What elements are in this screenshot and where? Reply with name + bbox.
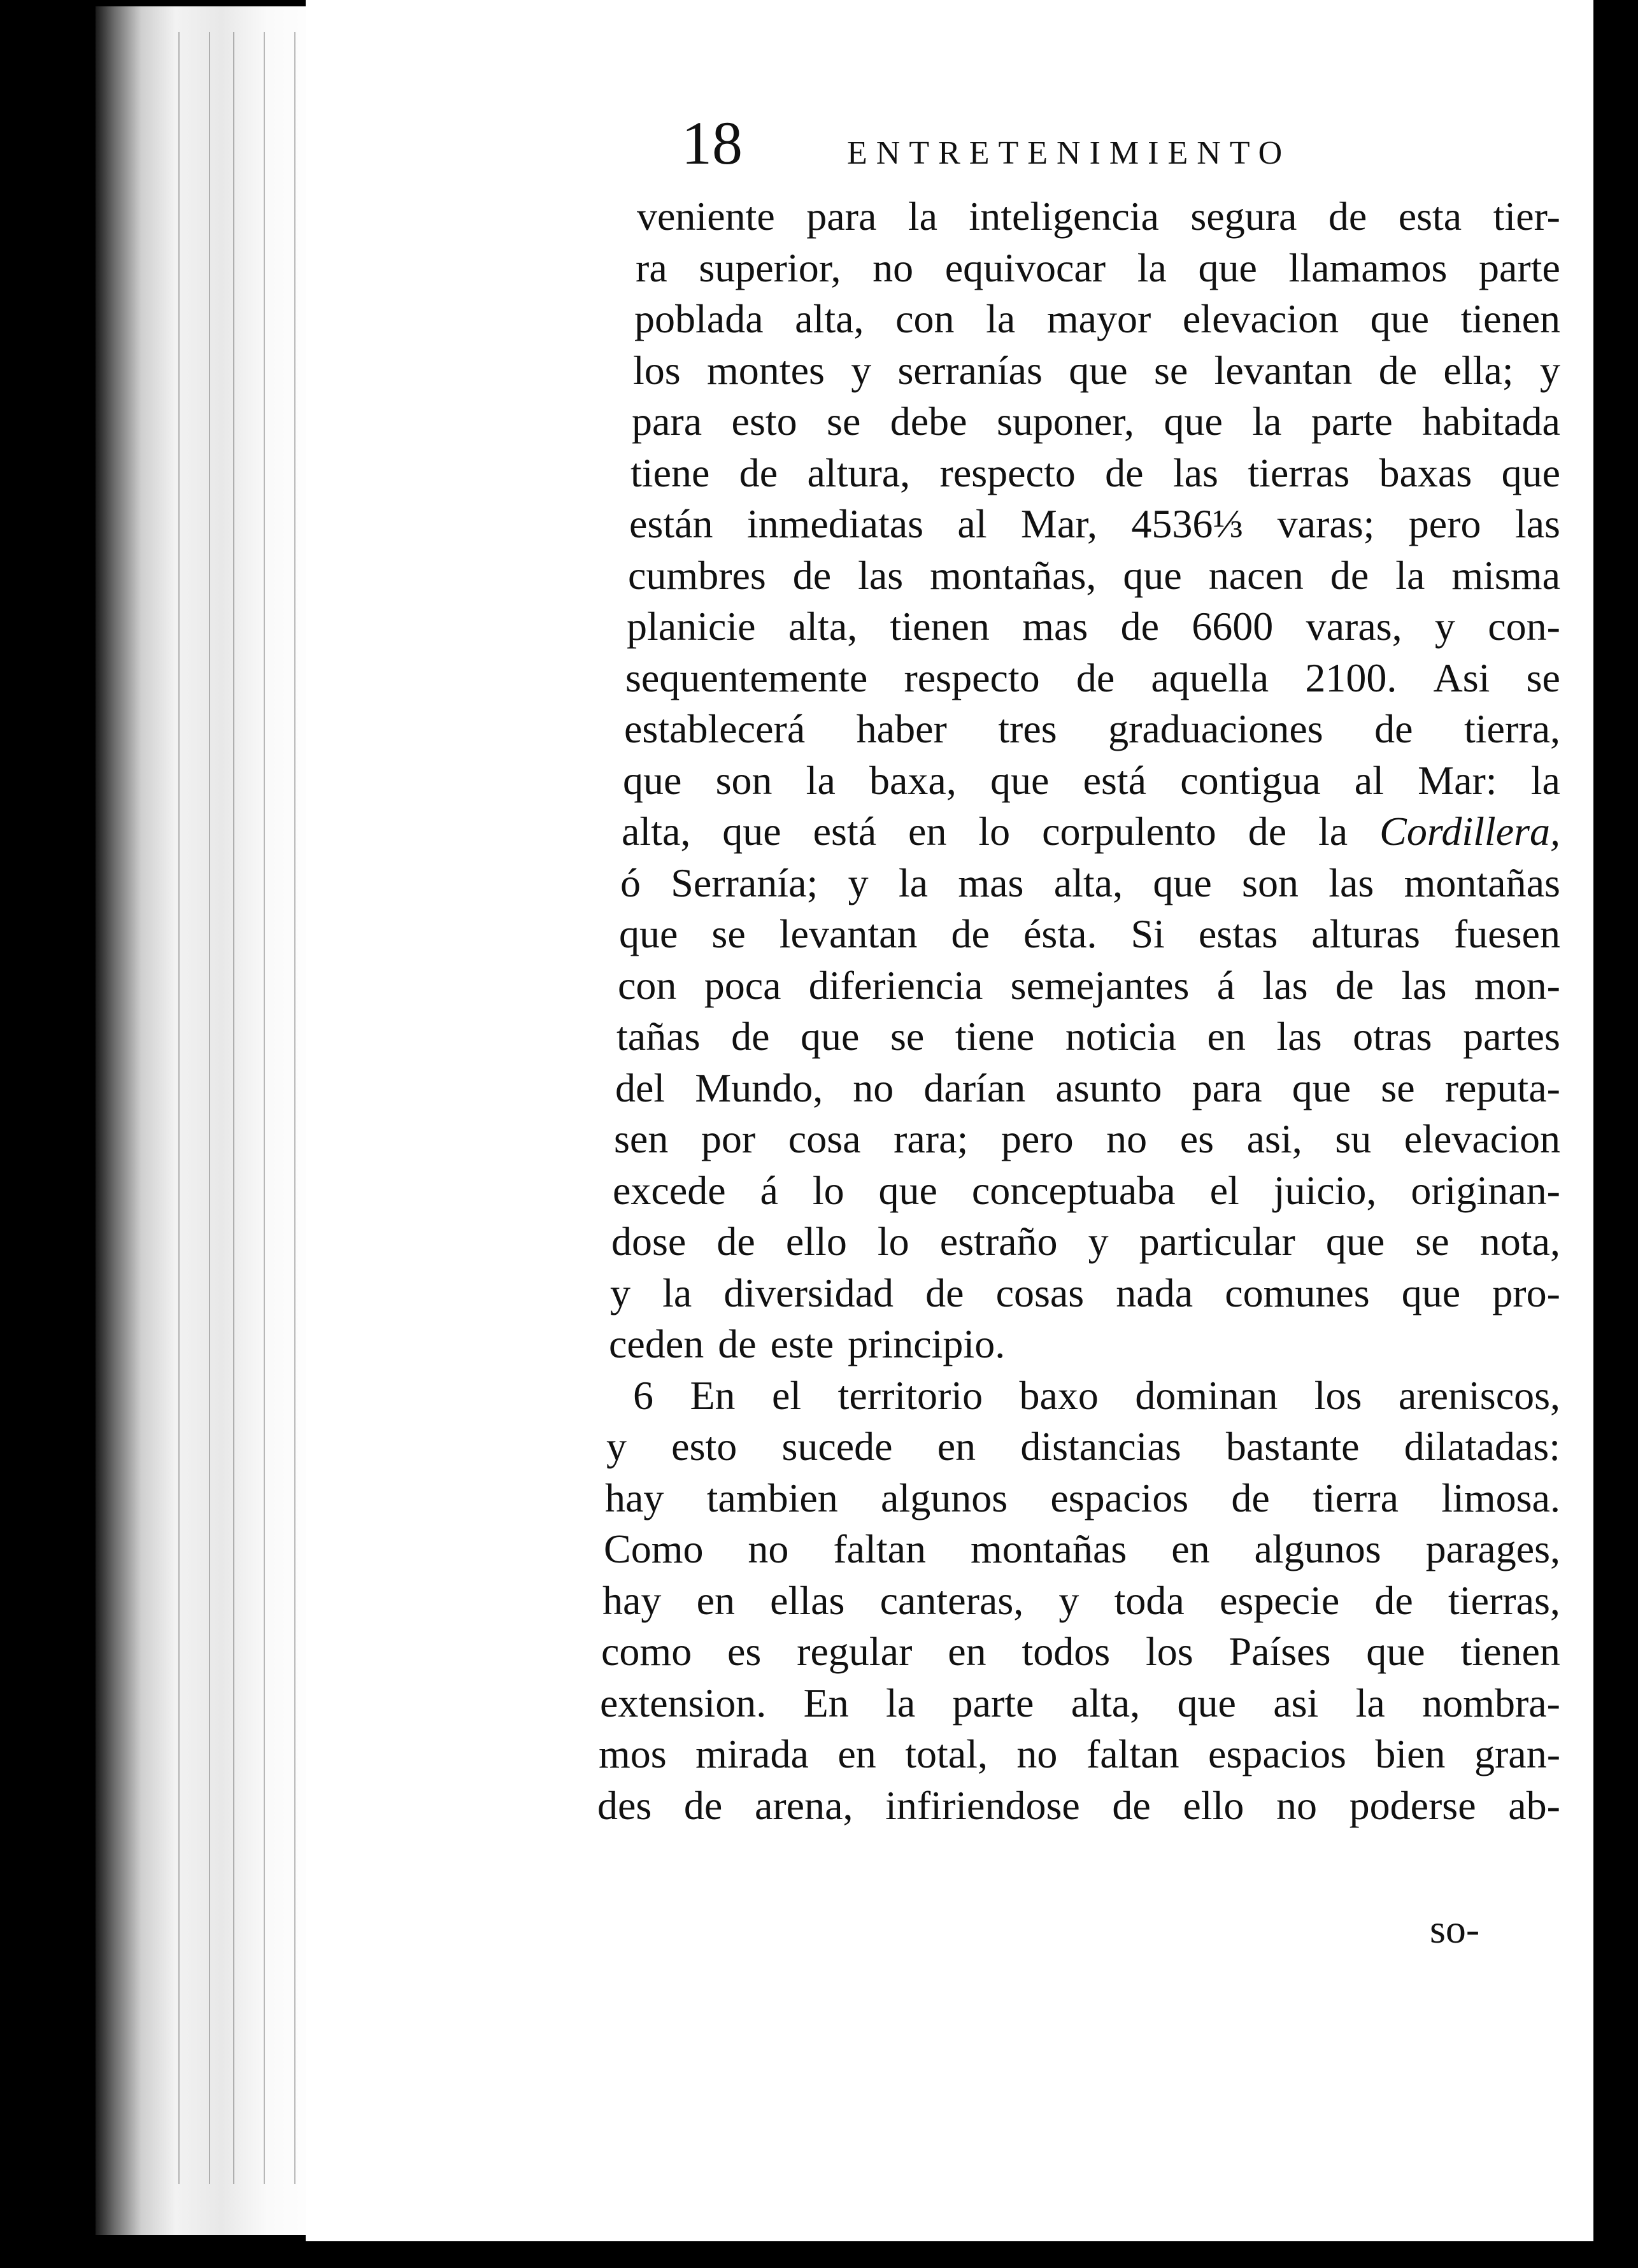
text-line: con poca diferiencia semejantes á las de las mon-: [618, 962, 1560, 1008]
text-line: que se levantan de ésta. Si estas alturas fuesen: [619, 911, 1560, 956]
page-number: 18: [681, 109, 743, 177]
text-line: planicie alta, tienen mas de 6600 varas, y con-: [627, 604, 1560, 649]
book-page-edges: [96, 6, 325, 2235]
text-line: cumbres de las montañas, que nacen de la misma: [628, 552, 1560, 598]
body-text: [592, 191, 1560, 1831]
text-line: mos mirada en total, no faltan espacios bien gran-: [599, 1731, 1560, 1776]
text-line: los montes y serranías que se levantan de ella; y: [633, 347, 1560, 393]
text-line: del Mundo, no darían asunto para que se reputa-: [615, 1065, 1560, 1110]
text-line: tiene de altura, respecto de las tierras baxas que: [630, 450, 1560, 495]
text-line: están inmediatas al Mar, 4536⅓ varas; pero las: [629, 501, 1560, 546]
text-line: veniente para la inteligencia segura de esta tier-: [637, 194, 1560, 239]
text-line: dose de ello lo estraño y particular que se nota,: [611, 1219, 1560, 1264]
text-line: ra superior, no equivocar la que llamamos parte: [636, 245, 1560, 290]
running-head: [681, 108, 1395, 185]
scan-border-bottom: [0, 2243, 1638, 2268]
text-line: y la diversidad de cosas nada comunes que pro-: [610, 1270, 1560, 1315]
catchword: so-: [1430, 1906, 1480, 1952]
text-line: ó Serranía; y la mas alta, que son las montañas: [620, 860, 1560, 905]
running-title: ENTRETENIMIENTO: [847, 135, 1292, 171]
text-line: hay en ellas canteras, y toda especie de tierras,: [602, 1577, 1560, 1623]
text-line: sen por cosa rara; pero no es asi, su elevacion: [614, 1116, 1560, 1161]
text-line: sequentemente respecto de aquella 2100. Asi se: [625, 655, 1560, 700]
text-line: establecerá haber tres graduaciones de tierra,: [624, 706, 1560, 751]
scan-border-right: [1593, 0, 1638, 2268]
text-line: ceden de este principio.: [609, 1321, 1006, 1366]
text-line: extension. En la parte alta, que asi la nombra-: [600, 1680, 1560, 1726]
text-line: hay tambien algunos espacios de tierra limosa.: [605, 1475, 1560, 1520]
text-line: poblada alta, con la mayor elevacion que tienen: [634, 296, 1560, 341]
text-line: Como no faltan montañas en algunos parages,: [604, 1526, 1560, 1571]
text-line: para esto se debe suponer, que la parte habitada: [632, 399, 1560, 444]
text-line: como es regular en todos los Países que tienen: [601, 1629, 1560, 1674]
text-line: y esto sucede en distancias bastante dilatadas:: [606, 1424, 1560, 1469]
text-line: excede á lo que conceptuaba el juicio, originan-: [613, 1167, 1560, 1213]
text-line: alta, que está en lo corpulento de la Cordillera,: [622, 809, 1560, 854]
text-line: 6 En el territorio baxo dominan los areniscos,: [633, 1372, 1560, 1418]
text-line: que son la baxa, que está contigua al Mar: la: [623, 757, 1560, 803]
text-line: des de arena, infiriendose de ello no poderse ab-: [597, 1782, 1560, 1828]
text-line: tañas de que se tiene noticia en las otras partes: [616, 1014, 1560, 1059]
